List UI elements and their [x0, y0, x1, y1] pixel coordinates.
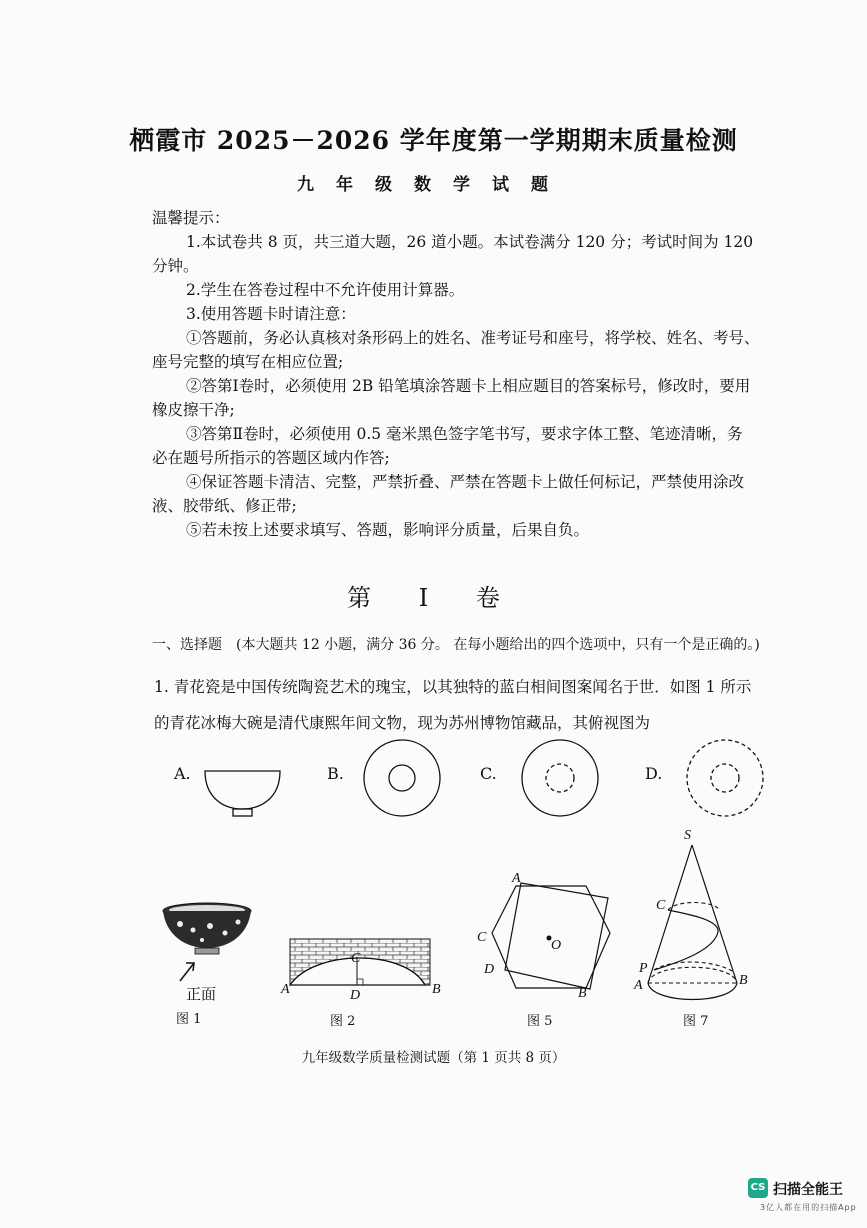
notice-line: ③答第Ⅱ卷时，必须使用 0.5 毫米黑色签字笔书写，要求字体工整、笔迹清晰，务: [186, 425, 743, 443]
exam-title: 栖霞市 2025－2026 学年度第一学期期末质量检测: [129, 126, 738, 155]
figure-7-point-p: P: [639, 961, 648, 976]
figure-2-point-b: B: [432, 982, 441, 997]
option-b-circles-figure: [361, 737, 443, 819]
figure-7-point-a: A: [634, 978, 643, 993]
figure-1-arrow: [176, 957, 200, 985]
figure-1-bowl-photo: [160, 900, 260, 962]
question-1-line-2: 的青花冰梅大碗是清代康熙年间文物，现为苏州博物馆藏品，其俯视图为: [154, 714, 651, 732]
figure-5-point-o: O: [551, 938, 562, 953]
notice-line: 分钟。: [152, 257, 199, 275]
option-d-circles-figure: [684, 737, 766, 819]
section-heading: 一、选择题 (本大题共 12 小题，满分 36 分。 在每小题给出的四个选项中，只有一个是正确的。): [152, 637, 760, 653]
notice-line: ①答题前，务必认真核对条形码上的姓名、准考证号和座号，将学校、姓名、考号、: [186, 329, 760, 347]
notice-line: ②答第Ⅰ卷时，必须使用 2B 铅笔填涂答题卡上相应题目的答案标号，修改时，要用: [186, 377, 751, 395]
notice-line: 必在题号所指示的答题区域内作答;: [152, 449, 390, 467]
figure-2-point-d: D: [350, 988, 361, 1003]
figure-1-caption: 图 1: [176, 1012, 202, 1027]
figure-1-front-label: 正面: [186, 985, 217, 1003]
camscanner-logo-icon: CS: [748, 1178, 768, 1198]
notice-line: 1.本试卷共 8 页，共三道大题，26 道小题。本试卷满分 120 分；考试时间为 120: [186, 233, 754, 251]
figure-2-point-a: A: [281, 982, 290, 997]
option-b-label: B.: [327, 764, 344, 783]
notice-line: 座号完整的填写在相应位置;: [152, 353, 344, 371]
option-a-bowl-figure: [200, 764, 290, 824]
volume-heading: 第 Ⅰ 卷: [347, 584, 520, 612]
figure-5-point-b: B: [578, 986, 587, 1001]
watermark-brand: 扫描全能王: [773, 1182, 843, 1198]
option-c-circles-figure: [519, 737, 601, 819]
question-1-line-1: 1. 青花瓷是中国传统陶瓷艺术的瑰宝，以其独特的蓝白相间图案闻名于世．如图 1 所示: [154, 678, 752, 696]
figure-7-point-c: C: [656, 898, 666, 913]
watermark-tagline: 3亿人都在用的扫描App: [760, 1203, 857, 1212]
figure-5-caption: 图 5: [527, 1014, 553, 1029]
page-footer: 九年级数学质量检测试题（第 1 页共 8 页）: [301, 1050, 566, 1066]
notice-heading: 温馨提示：: [152, 209, 230, 227]
notice-line: 液、胶带纸、修正带;: [152, 497, 297, 515]
notice-line: ④保证答题卡清洁、完整，严禁折叠、严禁在答题卡上做任何标记，严禁使用涂改: [186, 473, 745, 491]
figure-7-point-b: B: [739, 973, 748, 988]
option-a-label: A.: [174, 764, 191, 783]
option-c-label: C.: [480, 764, 497, 783]
notice-line: 2.学生在答卷过程中不允许使用计算器。: [186, 281, 465, 299]
figure-2-caption: 图 2: [330, 1014, 356, 1029]
figure-5-point-d: D: [484, 962, 495, 977]
figure-7-caption: 图 7: [683, 1014, 709, 1029]
figure-5-point-a: A: [512, 871, 521, 886]
figure-5-point-c: C: [477, 930, 487, 945]
notice-line: ⑤若未按上述要求填写、答题，影响评分质量，后果自负。: [186, 521, 590, 539]
notice-line: 3.使用答题卡时请注意：: [186, 305, 356, 323]
figure-7-cone: [640, 840, 750, 1010]
notice-line: 橡皮擦干净;: [152, 401, 235, 419]
option-d-label: D.: [645, 764, 663, 783]
exam-subtitle: 九年级数学试题: [297, 175, 570, 195]
camscanner-watermark: [748, 1178, 857, 1218]
figure-7-point-s: S: [684, 828, 691, 843]
figure-2-point-c: C: [351, 951, 361, 966]
